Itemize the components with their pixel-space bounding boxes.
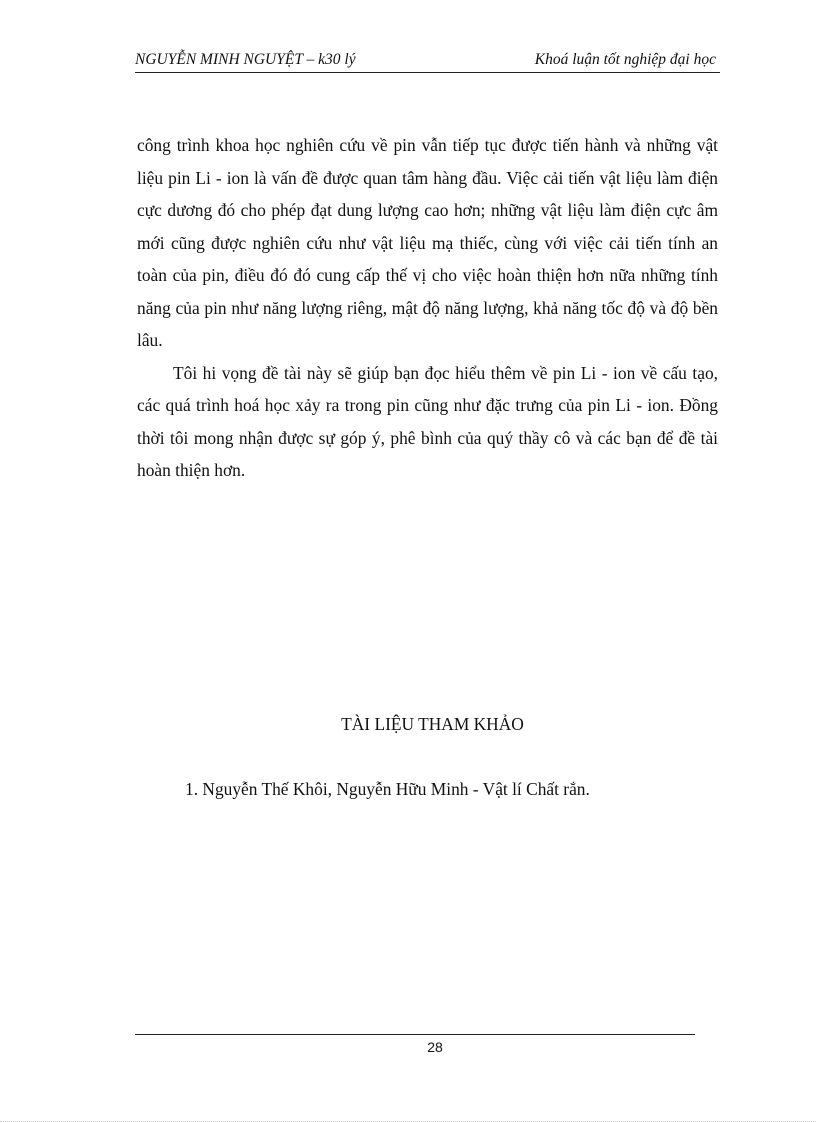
reference-item: 1. Nguyễn Thế Khôi, Nguyễn Hữu Minh - Vật lí Chất rắn. xyxy=(185,779,590,799)
header-author: NGUYỄN MINH NGUYỆT – k30 lý xyxy=(135,51,356,68)
body-text xyxy=(137,129,718,487)
paragraph-conclusion: Tôi hi vọng đề tài này sẽ giúp bạn đọc hiểu thêm về pin Li - ion về cấu tạo, các quá trình hoá học xảy ra trong pin cũng như đặc trưng của pin Li - ion. Đồng thời tôi mong nhận được sự góp ý, phê bình của quý thầy cô và các bạn để đề tài hoàn thiện hơn. xyxy=(137,362,718,480)
running-header xyxy=(135,50,720,73)
references-heading: TÀI LIỆU THAM KHẢO xyxy=(341,714,524,734)
page-bottom-edge xyxy=(0,1121,816,1122)
page-number: 28 xyxy=(427,1039,443,1055)
header-thesis-title: Khoá luận tốt nghiệp đại học xyxy=(534,51,716,68)
footer-divider xyxy=(135,1034,695,1035)
paragraph-continued: công trình khoa học nghiên cứu về pin vẫn tiếp tục được tiến hành và những vật liệu pin Li - ion là vấn đề được quan tâm hàng đầu. Việc cải tiến vật liệu làm điện cực dương đó cho phép đạt dung lượng cao hơn; những vật liệu làm điện cực âm mới cũng được nghiên cứu như vật liệu mạ thiếc, cùng với việc cải tiến tính an toàn của pin, điều đó đó cung cấp thế vị cho việc hoàn thiện hơn nữa những tính năng của pin như năng lượng riêng, mật độ năng lượng, khả năng tốc độ và độ bền lâu. xyxy=(137,135,718,350)
